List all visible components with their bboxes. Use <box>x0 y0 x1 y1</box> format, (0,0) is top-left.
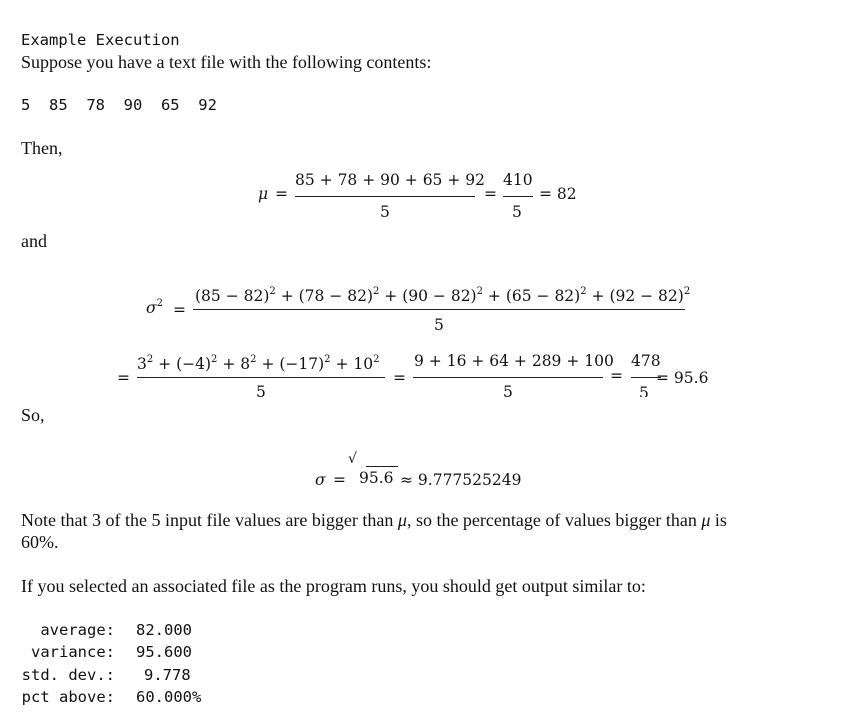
mean-equals-1: = <box>275 185 288 203</box>
output-value-average: 82.000 <box>136 621 192 639</box>
sqrt-overline <box>366 466 398 467</box>
output-value-pct-above: 60.000% <box>136 688 202 706</box>
variance-fraction-bar-2 <box>137 377 385 378</box>
term-separator: + <box>217 355 241 373</box>
variance-equals-1: = <box>173 301 186 319</box>
file-contents: 5 85 78 90 65 92 <box>21 96 217 114</box>
variance-result: = 95.6 <box>656 369 709 387</box>
variance-denominator-4: 5 <box>639 384 649 397</box>
sd-radicand: 95.6 <box>359 469 394 487</box>
note-text-c: is <box>710 510 727 530</box>
variance-numerator-1 <box>195 286 690 306</box>
variance-numerator-2 <box>137 354 380 374</box>
term-separator: + <box>256 355 280 373</box>
sigma-power: 2 <box>156 298 163 309</box>
term-exponent: 2 <box>683 286 691 297</box>
output-label-stddev: std. dev.: <box>21 666 115 684</box>
sd-equals: = <box>333 471 346 489</box>
mean-result: = 82 <box>539 185 577 203</box>
term-exponent: 2 <box>211 354 218 365</box>
term-base: (−4) <box>176 355 212 373</box>
mean-denominator-2: 5 <box>512 203 522 221</box>
variance-equals-3: = <box>393 369 406 387</box>
term-separator: + <box>482 287 506 305</box>
term-base: 10 <box>353 355 374 373</box>
so-label: So, <box>21 405 45 425</box>
term-base: (78 − 82) <box>298 287 373 305</box>
sd-approx: ≈ 9.777525249 <box>400 471 522 489</box>
output-intro: If you selected an associated file as the program runs, you should get output similar to: <box>21 576 646 596</box>
note-text-a: Note that 3 of the 5 input file values are bigger than <box>21 510 398 530</box>
heading: Example Execution <box>21 31 180 49</box>
mean-numerator: 85 + 78 + 90 + 65 + 92 <box>295 171 485 189</box>
variance-equals-2: = <box>117 369 130 387</box>
output-value-variance: 95.600 <box>136 643 192 661</box>
term-exponent: 2 <box>580 286 587 297</box>
mean-fraction-bar-2 <box>503 196 533 197</box>
output-label-variance: variance: <box>31 643 115 661</box>
term-exponent: 2 <box>250 354 257 365</box>
term-separator: + <box>330 355 354 373</box>
term-exponent: 2 <box>373 286 380 297</box>
output-label-average: average: <box>40 621 115 639</box>
term-base: 3 <box>137 355 147 373</box>
term-exponent: 2 <box>476 286 483 297</box>
sigma-symbol-sd: σ <box>315 471 326 489</box>
term-separator: + <box>153 355 177 373</box>
variance-denominator-1: 5 <box>434 316 444 334</box>
sigma-squared <box>146 298 163 318</box>
variance-numerator-3: 9 + 16 + 64 + 289 + 100 <box>414 352 614 370</box>
mean-equals-2: = <box>484 185 497 203</box>
term-exponent: 2 <box>373 354 380 365</box>
output-label-pct-above: pct above: <box>21 688 115 706</box>
term-separator: + <box>275 287 299 305</box>
term-base: 8 <box>240 355 251 373</box>
term-base: (−17) <box>279 355 325 373</box>
mean-denominator: 5 <box>380 203 390 221</box>
term-base: (90 − 82) <box>402 287 477 305</box>
note-mu-2: μ <box>701 510 711 530</box>
and-label: and <box>21 231 47 251</box>
output-value-stddev: 9.778 <box>144 666 191 684</box>
variance-denominator-2: 5 <box>256 383 266 401</box>
intro-text: Suppose you have a text file with the following contents: <box>21 52 432 72</box>
term-separator: + <box>586 287 610 305</box>
mean-numerator-2: 410 <box>503 171 533 189</box>
variance-equals-4: = <box>610 367 623 385</box>
term-exponent: 2 <box>269 286 276 297</box>
variance-denominator-3: 5 <box>503 383 513 401</box>
mean-fraction-bar <box>295 196 475 197</box>
variance-fraction-bar-1 <box>193 309 685 310</box>
mu-symbol: μ <box>258 185 269 203</box>
then-label: Then, <box>21 138 63 158</box>
term-base: (85 − 82) <box>195 287 270 305</box>
variance-numerator-4: 478 <box>631 352 661 370</box>
term-base: (92 − 82) <box>609 287 684 305</box>
note-line-1 <box>21 509 727 531</box>
sigma-symbol: σ <box>146 299 157 317</box>
note-mu-1: μ <box>397 510 407 530</box>
sqrt-icon: √ <box>348 451 357 467</box>
term-exponent: 2 <box>324 354 331 365</box>
note-line-2: 60%. <box>21 532 59 552</box>
note-text-b: , so the percentage of values bigger than <box>406 510 702 530</box>
term-separator: + <box>379 287 403 305</box>
term-base: (65 − 82) <box>505 287 581 305</box>
term-exponent: 2 <box>146 354 154 365</box>
variance-fraction-bar-3 <box>413 377 603 378</box>
